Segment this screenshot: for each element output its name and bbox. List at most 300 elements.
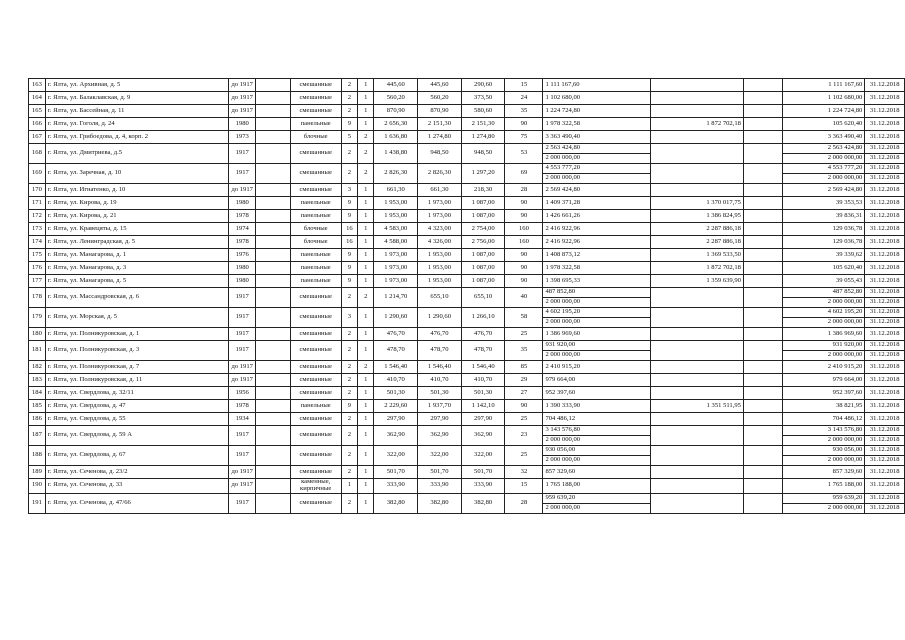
cell-address: г. Ялта, ул. Манагарова, д. 1 — [45, 249, 228, 262]
cell-residential-area: 655,10 — [461, 288, 505, 308]
cell-blank-col-2 — [743, 374, 782, 387]
cell-entrances: 1 — [358, 341, 374, 361]
table-row — [29, 262, 905, 275]
cell-build-year: до 1917 — [229, 466, 256, 479]
cell-owner-amount: 2 563 424,80 — [783, 144, 865, 154]
cell-fund-amount: 1 872 702,18 — [650, 262, 743, 275]
cell-living-area: 655,10 — [418, 288, 462, 308]
cell-residential-area: 2 756,00 — [461, 236, 505, 249]
cell-owner-amount: 1 224 724,80 — [783, 105, 865, 118]
cell-residential-area: 382,80 — [461, 493, 505, 513]
cell-address: г. Ялта, ул. Полникуровская, д. 3 — [45, 341, 228, 361]
cell-floors: 9 — [341, 400, 358, 413]
cell-build-year: 1956 — [229, 387, 256, 400]
cell-blank-col-2 — [743, 361, 782, 374]
cell-blank-col — [256, 328, 290, 341]
cell-build-year: 1934 — [229, 413, 256, 426]
cell-entrances: 1 — [358, 308, 374, 328]
cell-owner-amount: 39 836,31 — [783, 210, 865, 223]
cell-residential-area: 322,00 — [461, 446, 505, 466]
cell-blank-col-2 — [743, 400, 782, 413]
table-row — [29, 400, 905, 413]
cell-wall-material: панельные — [290, 249, 341, 262]
cell-blank-col — [256, 79, 290, 92]
cell-build-year: 1917 — [229, 446, 256, 466]
cell-blank-col-2 — [743, 249, 782, 262]
cell-deadline-date: 31.12.2018 — [865, 184, 905, 197]
cell-deadline-date: 31.12.2018 — [865, 105, 905, 118]
cell-blank-col-2 — [743, 493, 782, 513]
cell-address: г. Ялта, ул. Полникуровская, д. 11 — [45, 374, 228, 387]
cell-blank-col — [256, 413, 290, 426]
cell-build-year: 1917 — [229, 493, 256, 513]
cell-residents: 40 — [505, 288, 543, 308]
cell-residents: 58 — [505, 308, 543, 328]
cell-deadline-date-2: 31.12.2018 — [865, 503, 905, 513]
cell-floors: 9 — [341, 262, 358, 275]
cell-floors: 9 — [341, 249, 358, 262]
cell-blank-col-2 — [743, 92, 782, 105]
cell-living-area: 333,90 — [418, 479, 462, 494]
cell-residents: 25 — [505, 413, 543, 426]
table-row — [29, 131, 905, 144]
cell-floors: 9 — [341, 118, 358, 131]
cell-deadline-date: 31.12.2018 — [865, 400, 905, 413]
cell-fund-amount — [650, 92, 743, 105]
cell-residents: 23 — [505, 426, 543, 446]
cell-wall-material: смешанные — [290, 341, 341, 361]
cell-owner-amount: 931 920,00 — [783, 341, 865, 351]
cell-fund-amount — [650, 328, 743, 341]
cell-wall-material: смешанные — [290, 374, 341, 387]
cell-blank-col-2 — [743, 223, 782, 236]
cell-blank-col — [256, 249, 290, 262]
cell-build-year: до 1917 — [229, 92, 256, 105]
cell-row-number: 174 — [29, 236, 46, 249]
cell-address: г. Ялта, ул. Сеченова, д. 23/2 — [45, 466, 228, 479]
cell-fund-amount — [650, 493, 743, 513]
cell-row-number: 178 — [29, 288, 46, 308]
cell-build-year: 1978 — [229, 210, 256, 223]
cell-fund-amount: 1 369 533,50 — [650, 249, 743, 262]
cell-fund-amount — [650, 387, 743, 400]
cell-blank-col — [256, 426, 290, 446]
cell-repair-cost-2: 2 000 000,00 — [543, 503, 650, 513]
cell-deadline-date: 31.12.2018 — [865, 236, 905, 249]
cell-wall-material: смешанные — [290, 164, 341, 184]
cell-total-area: 1 953,00 — [374, 197, 418, 210]
cell-fund-amount: 1 351 511,95 — [650, 400, 743, 413]
cell-build-year: 1917 — [229, 164, 256, 184]
cell-blank-col — [256, 466, 290, 479]
table-row — [29, 275, 905, 288]
cell-wall-material: панельные — [290, 197, 341, 210]
cell-residents: 90 — [505, 262, 543, 275]
cell-fund-amount — [650, 184, 743, 197]
cell-floors: 2 — [341, 413, 358, 426]
cell-fund-amount — [650, 479, 743, 494]
cell-residential-area: 410,70 — [461, 374, 505, 387]
cell-deadline-date-2: 31.12.2018 — [865, 456, 905, 466]
cell-owner-amount-2: 2 000 000,00 — [783, 174, 865, 184]
cell-row-number: 179 — [29, 308, 46, 328]
cell-address: г. Ялта, ул. Ленинградская, д. 5 — [45, 236, 228, 249]
cell-build-year: 1978 — [229, 400, 256, 413]
cell-floors: 2 — [341, 144, 358, 164]
cell-blank-col-2 — [743, 328, 782, 341]
cell-residential-area: 1 087,00 — [461, 275, 505, 288]
cell-living-area: 870,90 — [418, 105, 462, 118]
cell-blank-col — [256, 374, 290, 387]
cell-residential-area: 218,30 — [461, 184, 505, 197]
cell-fund-amount: 1 872 702,18 — [650, 118, 743, 131]
cell-total-area: 1 214,70 — [374, 288, 418, 308]
cell-repair-cost: 1 111 167,60 — [543, 79, 650, 92]
cell-deadline-date: 31.12.2018 — [865, 308, 905, 318]
cell-blank-col-2 — [743, 446, 782, 466]
cell-owner-amount: 930 056,00 — [783, 446, 865, 456]
cell-repair-cost: 2 563 424,80 — [543, 144, 650, 154]
cell-deadline-date: 31.12.2018 — [865, 79, 905, 92]
cell-build-year: 1978 — [229, 236, 256, 249]
cell-owner-amount: 105 620,40 — [783, 118, 865, 131]
cell-owner-amount: 959 639,20 — [783, 493, 865, 503]
cell-floors: 2 — [341, 341, 358, 361]
cell-living-area: 1 953,00 — [418, 249, 462, 262]
cell-row-number: 167 — [29, 131, 46, 144]
cell-repair-cost: 2 569 424,80 — [543, 184, 650, 197]
cell-living-area: 948,50 — [418, 144, 462, 164]
cell-owner-amount: 979 664,00 — [783, 374, 865, 387]
cell-wall-material: смешанные — [290, 413, 341, 426]
cell-owner-amount: 2 410 915,20 — [783, 361, 865, 374]
cell-owner-amount: 3 143 576,80 — [783, 426, 865, 436]
cell-build-year: до 1917 — [229, 361, 256, 374]
cell-repair-cost: 4 553 777,20 — [543, 164, 650, 174]
cell-blank-col — [256, 275, 290, 288]
cell-residential-area: 1 274,80 — [461, 131, 505, 144]
cell-total-area: 1 290,60 — [374, 308, 418, 328]
cell-row-number: 185 — [29, 400, 46, 413]
cell-wall-material: панельные — [290, 210, 341, 223]
cell-floors: 16 — [341, 223, 358, 236]
cell-owner-amount: 487 852,80 — [783, 288, 865, 298]
cell-repair-cost: 2 416 922,96 — [543, 236, 650, 249]
cell-total-area: 1 546,40 — [374, 361, 418, 374]
table-row — [29, 426, 905, 436]
cell-living-area: 1 274,80 — [418, 131, 462, 144]
cell-living-area: 4 323,00 — [418, 223, 462, 236]
cell-residents: 90 — [505, 118, 543, 131]
table-row — [29, 79, 905, 92]
cell-floors: 2 — [341, 493, 358, 513]
cell-residents: 35 — [505, 341, 543, 361]
cell-floors: 9 — [341, 210, 358, 223]
cell-repair-cost: 2 410 915,20 — [543, 361, 650, 374]
cell-total-area: 2 826,30 — [374, 164, 418, 184]
cell-residents: 90 — [505, 197, 543, 210]
cell-wall-material: блочные — [290, 223, 341, 236]
cell-address: г. Ялта, ул. Манагарова, д. 3 — [45, 262, 228, 275]
cell-repair-cost: 4 602 195,20 — [543, 308, 650, 318]
cell-floors: 2 — [341, 105, 358, 118]
cell-floors: 9 — [341, 197, 358, 210]
cell-row-number: 176 — [29, 262, 46, 275]
cell-floors: 2 — [341, 328, 358, 341]
table-row — [29, 308, 905, 318]
cell-blank-col-2 — [743, 262, 782, 275]
cell-floors: 5 — [341, 131, 358, 144]
cell-address: г. Ялта, ул. Манагарова, д. 5 — [45, 275, 228, 288]
cell-build-year: 1917 — [229, 426, 256, 446]
cell-residents: 27 — [505, 387, 543, 400]
cell-repair-cost: 3 363 490,40 — [543, 131, 650, 144]
cell-residents: 15 — [505, 479, 543, 494]
cell-floors: 2 — [341, 361, 358, 374]
cell-entrances: 1 — [358, 466, 374, 479]
cell-wall-material: панельные — [290, 275, 341, 288]
cell-blank-col-2 — [743, 387, 782, 400]
cell-total-area: 1 973,00 — [374, 275, 418, 288]
cell-owner-amount: 39 339,62 — [783, 249, 865, 262]
cell-repair-cost: 487 852,80 — [543, 288, 650, 298]
cell-deadline-date: 31.12.2018 — [865, 262, 905, 275]
cell-repair-cost: 1 426 661,26 — [543, 210, 650, 223]
cell-wall-material: смешанные — [290, 493, 341, 513]
cell-repair-cost: 2 416 922,96 — [543, 223, 650, 236]
table-row — [29, 493, 905, 503]
cell-total-area: 297,90 — [374, 413, 418, 426]
cell-total-area: 870,90 — [374, 105, 418, 118]
cell-blank-col-2 — [743, 288, 782, 308]
housing-register-table — [28, 78, 905, 514]
cell-deadline-date: 31.12.2018 — [865, 328, 905, 341]
cell-blank-col — [256, 493, 290, 513]
cell-fund-amount — [650, 164, 743, 184]
cell-row-number: 165 — [29, 105, 46, 118]
cell-residents: 75 — [505, 131, 543, 144]
cell-living-area: 501,30 — [418, 387, 462, 400]
cell-entrances: 1 — [358, 105, 374, 118]
cell-address: г. Ялта, ул. Гоголя, д. 24 — [45, 118, 228, 131]
cell-row-number: 190 — [29, 479, 46, 494]
cell-deadline-date-2: 31.12.2018 — [865, 298, 905, 308]
cell-build-year: 1976 — [229, 249, 256, 262]
cell-address: г. Ялта, ул. Кирова, д. 19 — [45, 197, 228, 210]
cell-entrances: 1 — [358, 387, 374, 400]
cell-address: г. Ялта, ул. Свердлова, д. 59 А — [45, 426, 228, 446]
cell-residential-area: 1 297,20 — [461, 164, 505, 184]
table-row — [29, 374, 905, 387]
cell-deadline-date: 31.12.2018 — [865, 387, 905, 400]
cell-address: г. Ялта, ул. Грибоедова, д. 4, корп. 2 — [45, 131, 228, 144]
table-row — [29, 223, 905, 236]
table-row — [29, 361, 905, 374]
cell-owner-amount: 4 602 195,20 — [783, 308, 865, 318]
cell-residential-area: 476,70 — [461, 328, 505, 341]
cell-build-year: 1973 — [229, 131, 256, 144]
cell-living-area: 1 546,40 — [418, 361, 462, 374]
cell-row-number: 164 — [29, 92, 46, 105]
cell-repair-cost: 979 664,00 — [543, 374, 650, 387]
cell-total-area: 501,30 — [374, 387, 418, 400]
cell-row-number: 166 — [29, 118, 46, 131]
cell-repair-cost-2: 2 000 000,00 — [543, 318, 650, 328]
cell-floors: 2 — [341, 387, 358, 400]
cell-living-area: 445,60 — [418, 79, 462, 92]
cell-floors: 2 — [341, 374, 358, 387]
cell-row-number: 187 — [29, 426, 46, 446]
cell-deadline-date: 31.12.2018 — [865, 164, 905, 174]
cell-living-area: 501,70 — [418, 466, 462, 479]
cell-residential-area: 501,30 — [461, 387, 505, 400]
cell-residential-area: 1 142,10 — [461, 400, 505, 413]
cell-total-area: 1 438,80 — [374, 144, 418, 164]
cell-address: г. Ялта, ул. Массандровская, д. 6 — [45, 288, 228, 308]
cell-residential-area: 1 266,10 — [461, 308, 505, 328]
cell-wall-material: блочные — [290, 131, 341, 144]
cell-blank-col — [256, 361, 290, 374]
cell-repair-cost: 1 390 333,90 — [543, 400, 650, 413]
cell-address: г. Ялта, ул. Морская, д. 5 — [45, 308, 228, 328]
cell-repair-cost: 1 409 371,28 — [543, 197, 650, 210]
cell-living-area: 2 151,30 — [418, 118, 462, 131]
cell-total-area: 1 636,80 — [374, 131, 418, 144]
cell-deadline-date: 31.12.2018 — [865, 223, 905, 236]
cell-blank-col — [256, 446, 290, 466]
cell-blank-col-2 — [743, 144, 782, 164]
cell-blank-col — [256, 308, 290, 328]
cell-row-number: 169 — [29, 164, 46, 184]
cell-owner-amount: 129 036,78 — [783, 236, 865, 249]
cell-residential-area: 373,50 — [461, 92, 505, 105]
cell-blank-col-2 — [743, 466, 782, 479]
table-row — [29, 288, 905, 298]
cell-residents: 90 — [505, 210, 543, 223]
cell-address: г. Ялта, ул. Сеченова, д. 33 — [45, 479, 228, 494]
cell-wall-material: смешанные — [290, 79, 341, 92]
cell-residential-area: 1 087,00 — [461, 249, 505, 262]
cell-deadline-date-2: 31.12.2018 — [865, 351, 905, 361]
cell-deadline-date-2: 31.12.2018 — [865, 436, 905, 446]
cell-total-area: 560,20 — [374, 92, 418, 105]
cell-repair-cost: 1 978 322,58 — [543, 118, 650, 131]
cell-entrances: 1 — [358, 262, 374, 275]
cell-living-area: 1 290,60 — [418, 308, 462, 328]
cell-blank-col-2 — [743, 105, 782, 118]
cell-repair-cost: 1 398 695,33 — [543, 275, 650, 288]
cell-wall-material: смешанные — [290, 466, 341, 479]
cell-floors: 2 — [341, 164, 358, 184]
cell-residential-area: 333,90 — [461, 479, 505, 494]
cell-row-number: 170 — [29, 184, 46, 197]
cell-fund-amount — [650, 105, 743, 118]
cell-entrances: 1 — [358, 400, 374, 413]
cell-blank-col — [256, 288, 290, 308]
cell-owner-amount-2: 2 000 000,00 — [783, 351, 865, 361]
cell-total-area: 661,30 — [374, 184, 418, 197]
cell-owner-amount: 3 363 490,40 — [783, 131, 865, 144]
cell-blank-col-2 — [743, 341, 782, 361]
cell-build-year: до 1917 — [229, 374, 256, 387]
cell-blank-col — [256, 105, 290, 118]
cell-repair-cost: 1 386 969,60 — [543, 328, 650, 341]
table-row — [29, 210, 905, 223]
cell-wall-material: смешанные — [290, 184, 341, 197]
cell-build-year: 1980 — [229, 118, 256, 131]
cell-fund-amount — [650, 131, 743, 144]
cell-entrances: 1 — [358, 118, 374, 131]
cell-total-area: 478,70 — [374, 341, 418, 361]
cell-fund-amount — [650, 308, 743, 328]
cell-fund-amount — [650, 374, 743, 387]
cell-wall-material: панельные — [290, 262, 341, 275]
cell-deadline-date: 31.12.2018 — [865, 131, 905, 144]
cell-residents: 29 — [505, 374, 543, 387]
cell-living-area: 4 326,00 — [418, 236, 462, 249]
cell-repair-cost: 704 486,12 — [543, 413, 650, 426]
cell-living-area: 382,80 — [418, 493, 462, 513]
cell-entrances: 1 — [358, 236, 374, 249]
cell-blank-col — [256, 210, 290, 223]
cell-fund-amount — [650, 79, 743, 92]
cell-build-year: 1917 — [229, 328, 256, 341]
cell-row-number: 173 — [29, 223, 46, 236]
cell-residents: 90 — [505, 275, 543, 288]
cell-repair-cost-2: 2 000 000,00 — [543, 298, 650, 308]
cell-living-area: 297,90 — [418, 413, 462, 426]
cell-blank-col-2 — [743, 79, 782, 92]
cell-repair-cost: 1 224 724,80 — [543, 105, 650, 118]
cell-address: г. Ялта, ул. Бассейная, д. 11 — [45, 105, 228, 118]
cell-address: г. Ялта, ул. Кравецяты, д. 15 — [45, 223, 228, 236]
cell-residential-area: 1 546,40 — [461, 361, 505, 374]
cell-total-area: 322,00 — [374, 446, 418, 466]
cell-total-area: 2 656,30 — [374, 118, 418, 131]
cell-fund-amount: 2 287 886,18 — [650, 223, 743, 236]
cell-residents: 15 — [505, 79, 543, 92]
cell-repair-cost: 1 408 873,12 — [543, 249, 650, 262]
cell-entrances: 2 — [358, 288, 374, 308]
cell-blank-col-2 — [743, 210, 782, 223]
cell-deadline-date-2: 31.12.2018 — [865, 318, 905, 328]
cell-deadline-date: 31.12.2018 — [865, 426, 905, 436]
cell-wall-material: смешанные — [290, 446, 341, 466]
cell-repair-cost: 3 143 576,80 — [543, 426, 650, 436]
cell-owner-amount-2: 2 000 000,00 — [783, 318, 865, 328]
cell-entrances: 1 — [358, 446, 374, 466]
cell-entrances: 1 — [358, 275, 374, 288]
cell-address: г. Ялта, ул. Заречная, д. 10 — [45, 164, 228, 184]
cell-address: г. Ялта, ул. Полникуровская, д. 1 — [45, 328, 228, 341]
cell-floors: 16 — [341, 236, 358, 249]
cell-repair-cost: 857 329,60 — [543, 466, 650, 479]
cell-total-area: 362,90 — [374, 426, 418, 446]
cell-row-number: 177 — [29, 275, 46, 288]
cell-owner-amount: 105 620,40 — [783, 262, 865, 275]
cell-owner-amount: 4 553 777,20 — [783, 164, 865, 174]
cell-repair-cost-2: 2 000 000,00 — [543, 174, 650, 184]
cell-repair-cost: 1 102 680,00 — [543, 92, 650, 105]
cell-total-area: 1 973,00 — [374, 249, 418, 262]
cell-deadline-date: 31.12.2018 — [865, 197, 905, 210]
cell-row-number: 186 — [29, 413, 46, 426]
cell-residents: 25 — [505, 446, 543, 466]
cell-blank-col-2 — [743, 275, 782, 288]
cell-wall-material: смешанные — [290, 288, 341, 308]
cell-repair-cost: 930 056,00 — [543, 446, 650, 456]
cell-fund-amount — [650, 426, 743, 446]
